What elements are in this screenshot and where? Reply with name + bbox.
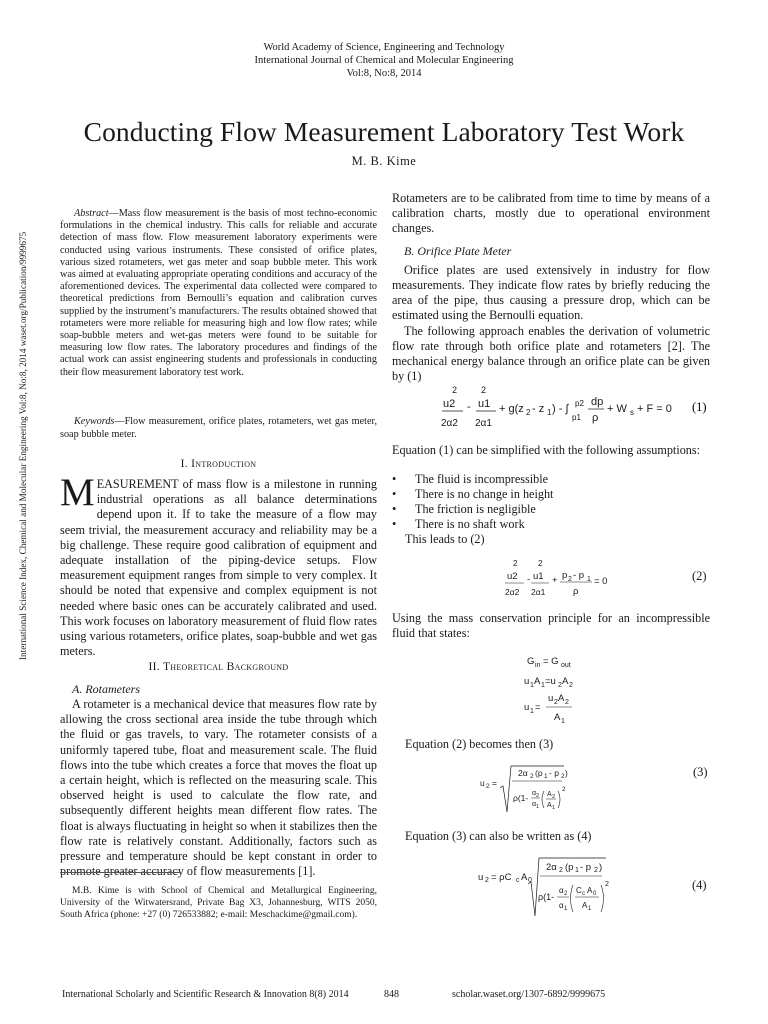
svg-text:u: u <box>524 702 530 713</box>
svg-text:1: 1 <box>575 867 579 874</box>
footer-url: scholar.waset.org/1307-6892/9999675 <box>452 989 606 1000</box>
leads-to-text: This leads to (2) <box>405 532 485 546</box>
svg-text:2: 2 <box>569 682 573 689</box>
svg-text:1: 1 <box>541 682 545 689</box>
svg-text:1: 1 <box>588 906 592 912</box>
svg-text:α: α <box>559 886 564 895</box>
subsection-orifice: B. Orifice Plate Meter <box>404 243 512 258</box>
equation-4 <box>476 852 718 924</box>
svg-text:A: A <box>558 693 565 704</box>
svg-text:2: 2 <box>594 867 598 874</box>
svg-text:α: α <box>532 801 537 808</box>
svg-text:u2: u2 <box>507 571 518 582</box>
assumption-item: • There is no change in height <box>392 487 710 502</box>
svg-text:2: 2 <box>530 773 534 780</box>
svg-text:u: u <box>524 676 530 687</box>
svg-text:c: c <box>582 891 585 897</box>
svg-text:A: A <box>562 676 569 687</box>
journal-header-line2: International Journal of Chemical and Molecular Engineering <box>254 55 514 66</box>
svg-text:): ) <box>599 862 603 873</box>
svg-text:1: 1 <box>536 804 540 810</box>
equation-4-number: (4) <box>692 878 707 892</box>
mass-conservation-text: Using the mass conservation principle for an incompressible fluid that states: <box>392 611 710 641</box>
svg-text:): ) <box>565 768 568 778</box>
paper-title: Conducting Flow Measurement Laboratory Test Work <box>83 116 685 147</box>
svg-text:2α: 2α <box>518 768 528 778</box>
abstract-label: Abstract <box>74 208 109 219</box>
svg-text:A: A <box>587 886 593 895</box>
svg-text:2: 2 <box>536 793 540 799</box>
svg-text:2α2: 2α2 <box>505 587 520 597</box>
svg-text:-: - <box>527 574 531 585</box>
svg-text:2α: 2α <box>546 862 557 873</box>
svg-text:1: 1 <box>552 805 556 811</box>
assumptions-list <box>392 472 710 532</box>
assumption-item: • There is no shaft work <box>392 517 710 532</box>
svg-text:2α2: 2α2 <box>441 418 458 429</box>
assumption-item: • The friction is negligible <box>392 502 710 517</box>
svg-text:2: 2 <box>561 773 565 780</box>
equation-3 <box>478 762 718 820</box>
section-heading-theoretical-background <box>60 661 377 673</box>
svg-text:G: G <box>527 656 535 667</box>
svg-text:ρ(1-: ρ(1- <box>513 793 529 803</box>
introduction-body: EASUREMENT of mass flow is a milestone in running industrial operations as all balance determinations depend upon it. If to take the measure of a flow may seem trivial, the measurement accuracy and reliability may be a big challenge. These require good calibration of equipment and adequate installation of the piping-device setups. Flow measurement equipment ranges from simple to very complex. It should be noted that expensive and complex equipment is not needed where basic ones can be accurately calibrated and used. This work focuses on laboratory measurement of fluid flow rates using various rotameters, orifice plates, soap-bubble and wet gas meters. <box>60 477 377 659</box>
svg-text:2: 2 <box>562 786 566 793</box>
drop-cap: M <box>60 471 95 514</box>
svg-text:2: 2 <box>565 699 569 706</box>
subsection-rotameters: A. Rotameters <box>72 682 140 696</box>
svg-text:ρ(1-: ρ(1- <box>538 892 555 902</box>
svg-text:=u: =u <box>545 676 556 687</box>
svg-text:2: 2 <box>513 559 518 568</box>
svg-text:1: 1 <box>587 576 591 583</box>
svg-text:0: 0 <box>528 877 532 884</box>
svg-text:(p: (p <box>535 768 543 778</box>
svg-text:p2: p2 <box>575 399 584 408</box>
assumption-item: • The fluid is incompressible <box>392 472 710 487</box>
section-number: I. <box>180 458 188 470</box>
svg-text:C: C <box>576 886 582 895</box>
svg-text:0: 0 <box>593 891 597 897</box>
svg-text:p1: p1 <box>572 413 581 422</box>
svg-text:- p: - p <box>580 862 592 873</box>
equation-1-number: (1) <box>692 400 707 414</box>
svg-text:2: 2 <box>552 794 556 800</box>
svg-text:A: A <box>582 901 588 910</box>
section-heading-introduction <box>60 458 377 470</box>
svg-text:2: 2 <box>485 877 489 884</box>
svg-text:in: in <box>535 662 541 669</box>
side-index-text: International Science Index, Chemical and Molecular Engineering Vol:8, No:8, 2014 waset.org/Publication/9999675 <box>18 231 28 660</box>
svg-text:) - ∫: ) - ∫ <box>552 403 569 415</box>
author-footnote <box>60 885 377 922</box>
svg-text:u: u <box>480 778 485 788</box>
svg-text:2: 2 <box>605 881 609 888</box>
equation-2-number: (2) <box>692 569 707 583</box>
journal-header-line3: Vol:8, No:8, 2014 <box>346 68 422 79</box>
svg-text:A: A <box>521 872 528 883</box>
svg-text:2: 2 <box>452 385 458 395</box>
svg-text:+ F = 0: + F = 0 <box>637 403 672 415</box>
svg-text:c: c <box>516 877 520 884</box>
svg-text:1: 1 <box>530 708 534 715</box>
svg-text:=: = <box>535 702 541 713</box>
section-title: Introduction <box>191 458 257 470</box>
svg-text:A: A <box>547 802 552 809</box>
svg-text:1: 1 <box>547 408 552 417</box>
svg-text:- p: - p <box>549 768 559 778</box>
svg-text:= G: = G <box>543 656 559 667</box>
svg-text:2: 2 <box>554 699 558 706</box>
introduction-text <box>60 471 377 659</box>
svg-text:+ g(z: + g(z <box>499 403 524 415</box>
footnote-text: M.B. Kime is with School of Chemical and Metallurgical Engineering, University of the Witwatersrand, Private Bag X3, Johannesburg, WITS 2050, South Africa (phone: +27 (0) 726533882; e-mail: Meschackime@gmail.com). <box>60 886 377 921</box>
equation-2 <box>500 556 720 600</box>
svg-text:2: 2 <box>481 385 487 395</box>
footer-page-number: 848 <box>384 989 399 1000</box>
equation-1 <box>430 380 720 430</box>
svg-text:u1: u1 <box>478 398 491 410</box>
svg-text:+ W: + W <box>607 403 627 415</box>
svg-text:+: + <box>552 575 558 586</box>
orifice-paragraph-1: Orifice plates are used extensively in industry for flow measurements. They indicate flow rates by briefly reducing the area of the pipe, thus causing a pressure drop, which can be estimated using the Bernoulli equation. <box>392 262 710 323</box>
svg-text:2α1: 2α1 <box>475 418 492 429</box>
svg-text:=: = <box>492 778 497 788</box>
svg-text:2: 2 <box>486 783 490 790</box>
svg-text:-: - <box>467 401 471 413</box>
svg-text:ρ: ρ <box>573 586 579 597</box>
rotameters-text <box>60 697 377 879</box>
svg-text:2α1: 2α1 <box>531 587 546 597</box>
svg-text:(p: (p <box>565 862 574 873</box>
section-title: Theoretical Background <box>162 661 289 673</box>
svg-text:1: 1 <box>544 773 548 780</box>
svg-text:A: A <box>554 712 561 723</box>
rotameters-paragraph: A rotameter is a mechanical device that measures flow rate by allowing the cross sectional area inside the tube through which the fluid or gas travels, to vary. The rotameter consists of a uniformly tapered tube, float and measurement scale. The fluid flows into the tube which creates a force that moves the float up a certain height, which is reflected on the measuring scale. This observed height is used to calculate the flow rate, and subsequently different heights mean different flow rates. The float is always fluctuating in height so when it stabilizes then the flow rate is relatively constant. Additionally, factors such as pressure and temperature should be kept constant in order to promote greater accuracy of flow measurements [1]. <box>60 697 377 879</box>
eq3-written-text: Equation (3) can also be written as (4) <box>405 829 592 843</box>
svg-text:s: s <box>630 408 634 417</box>
right-column-top <box>392 191 710 384</box>
svg-text:1: 1 <box>530 682 534 689</box>
rotameters-continued: Rotameters are to be calibrated from time to time by means of a calibration charts, mostly due to operational environment changes. <box>392 191 710 236</box>
section-number: II. <box>148 661 160 673</box>
svg-text:u2: u2 <box>443 398 456 410</box>
svg-text:2: 2 <box>526 408 531 417</box>
paper-author: M. B. Kime <box>351 154 417 168</box>
footer-journal: International Scholarly and Scientific Research & Innovation 8(8) 2014 <box>62 989 349 1000</box>
svg-text:- z: - z <box>532 403 545 415</box>
svg-text:u: u <box>548 693 554 704</box>
svg-text:2: 2 <box>558 682 562 689</box>
mass-conservation-equations <box>515 654 605 726</box>
svg-text:out: out <box>561 662 571 669</box>
keywords-label: Keywords <box>74 416 115 427</box>
keywords <box>60 416 377 441</box>
svg-text:2: 2 <box>568 576 572 583</box>
eq1-simplification-text: Equation (1) can be simplified with the following assumptions: <box>392 443 701 457</box>
svg-text:2: 2 <box>559 867 563 874</box>
svg-text:- p: - p <box>573 570 585 581</box>
equation-3-number: (3) <box>693 765 708 779</box>
abstract <box>60 208 377 379</box>
journal-header-line1: World Academy of Science, Engineering and Technology <box>263 42 505 53</box>
svg-text:u1: u1 <box>533 571 544 582</box>
abstract-text: —Mass flow measurement is the basis of most techno-economic formulations in the chemical industry. This calls for reliable and accurate detection of mass flow. Flow measurement laboratory experiments were conducted using various instruments. These consisted of orifice plates, various sized rotameters, wet gas meter and soap bubble meter. This work was aimed at evaluating appropriate operating conditions and accuracy of the aforementioned devices. The experimental data collected were compared to theoretical predictions from Bernoulli’s equation and calibration curves supplied by the instrument’s manufacturers. The results obtained showed that rotameters were more reliable for measuring high and low flow rates; while soap-bubble meters and wet-gas meters were found to be suitable for measuring low flow rates. The laboratory procedures and findings of the actual work can assist engineering students and professionals in conducting their flow measurement laboratory test work. <box>60 208 377 378</box>
eq2-becomes-text: Equation (2) becomes then (3) <box>405 737 554 751</box>
svg-text:1: 1 <box>564 906 568 912</box>
footnote-rule <box>60 872 180 873</box>
keywords-text: —Flow measurement, orifice plates, rotameters, wet gas meter, soap bubble meter. <box>60 416 377 440</box>
svg-text:1: 1 <box>561 718 565 725</box>
svg-text:p: p <box>562 570 568 581</box>
svg-text:dp: dp <box>591 396 604 408</box>
svg-text:α: α <box>532 790 537 797</box>
svg-text:A: A <box>534 676 541 687</box>
svg-text:α: α <box>559 901 564 910</box>
svg-text:u: u <box>478 872 484 883</box>
svg-text:ρ: ρ <box>592 412 599 424</box>
orifice-paragraph-2: The following approach enables the derivation of volumetric flow rate through both orifice plate and rotameters [2]. The mechanical energy balance through an orifice plate can be given by (1) <box>392 323 710 384</box>
svg-text:2: 2 <box>538 559 543 568</box>
svg-text:A: A <box>547 791 552 798</box>
svg-text:= 0: = 0 <box>594 576 608 587</box>
svg-text:2: 2 <box>564 891 568 897</box>
svg-text:= ρC: = ρC <box>491 872 512 883</box>
